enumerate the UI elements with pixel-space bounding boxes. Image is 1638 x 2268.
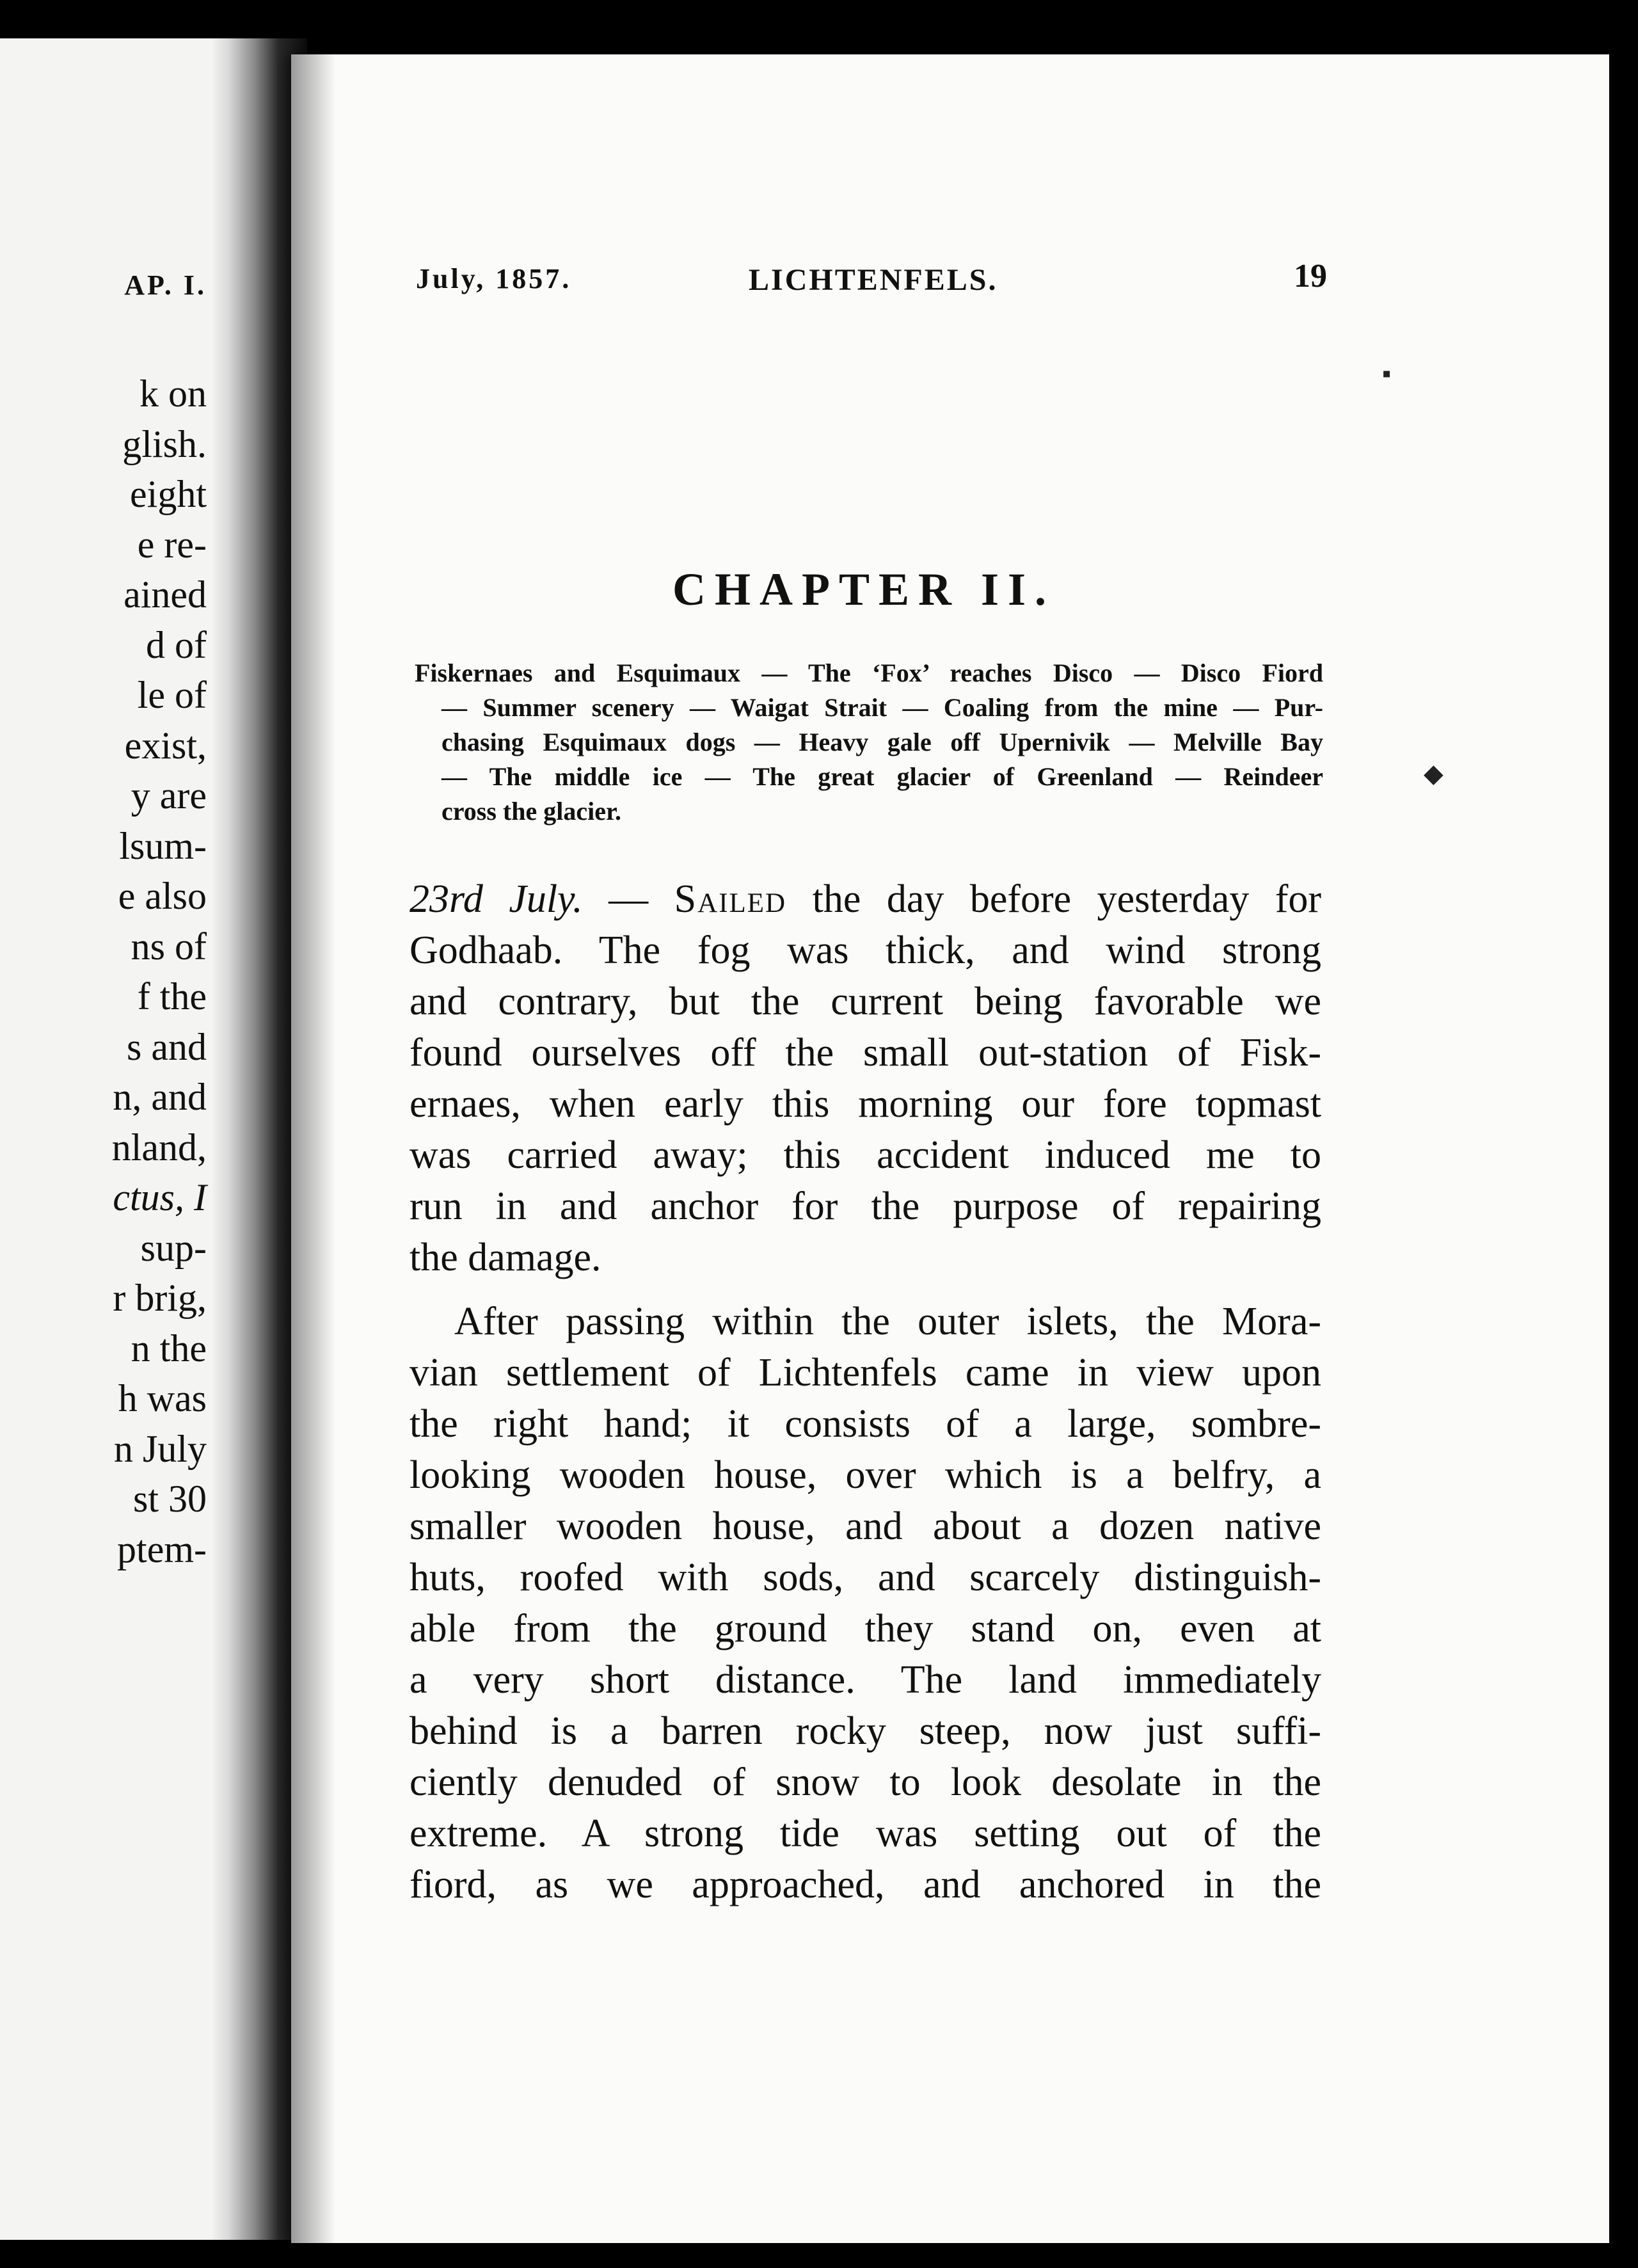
running-head-date: July, 1857. — [416, 263, 572, 294]
paragraph-line: a very short distance. The land immediately — [410, 1658, 1321, 1702]
synopsis-line: cross the glacier. — [441, 797, 622, 826]
paragraph-1 — [410, 874, 1321, 1283]
paragraph-line — [410, 874, 1321, 925]
previous-page-line: y are — [131, 774, 207, 817]
paragraph-line: ciently denuded of snow to look desolate in the — [410, 1761, 1321, 1804]
paragraph-line: fiord, as we approached, and anchored in the — [410, 1863, 1321, 1906]
previous-page-line: f the — [137, 975, 207, 1018]
previous-page — [0, 38, 234, 2240]
previous-page-line: le of — [137, 674, 207, 716]
previous-page-line: ctus, I — [113, 1176, 207, 1218]
line-rest: the day before yesterday for — [786, 877, 1322, 921]
sailed-word: Sailed — [674, 877, 787, 921]
paragraph-line: ernaes, when early this morning our fore topmast — [410, 1082, 1321, 1126]
previous-page-line: e also — [118, 875, 207, 917]
paragraph-line: found ourselves off the small out-station of Fisk- — [410, 1031, 1321, 1074]
paragraph-line: run in and anchor for the purpose of repairing — [410, 1185, 1321, 1228]
paragraph-line: the damage. — [410, 1236, 601, 1279]
page-curl-shadow — [291, 54, 336, 2243]
previous-page-line: glish. — [122, 422, 207, 465]
paragraph-line: After passing within the outer islets, the Mora- — [454, 1300, 1321, 1343]
previous-page-line: ained — [123, 573, 207, 616]
previous-page-line: n July — [113, 1427, 207, 1470]
dash: — — [582, 877, 674, 921]
paragraph-line: and contrary, but the current being favorable we — [410, 980, 1321, 1023]
paragraph-line: smaller wooden house, and about a dozen native — [410, 1505, 1321, 1548]
previous-page-line: k on — [139, 372, 207, 415]
paragraph-2 — [410, 1296, 1321, 1910]
running-head-title: LICHTENFELS. — [749, 263, 998, 297]
paragraph-line: vian settlement of Lichtenfels came in view upon — [410, 1351, 1321, 1394]
synopsis-line: — The middle ice — The great glacier of Greenland — Reindeer — [441, 762, 1323, 791]
entry-date: 23rd July. — [410, 877, 583, 921]
previous-page-text — [0, 38, 221, 2240]
previous-page-running-head: AP. I. — [124, 269, 207, 301]
previous-page-line: e re- — [137, 523, 207, 566]
previous-page-line: sup- — [140, 1226, 207, 1269]
paragraph-line: was carried away; this accident induced me to — [410, 1133, 1321, 1177]
previous-page-line: h was — [118, 1377, 207, 1419]
scan-speck: ▪ — [1382, 359, 1392, 388]
synopsis-line: — Summer scenery — Waigat Strait — Coaling from the mine — Pur- — [441, 693, 1323, 722]
paragraph-line: extreme. A strong tide was setting out of the — [410, 1812, 1321, 1855]
synopsis-line: Fiskernaes and Esquimaux — The ‘Fox’ reaches Disco — Disco Fiord — [415, 659, 1323, 687]
scan-speck: ◆ — [1424, 759, 1443, 788]
previous-page-line: ptem- — [117, 1528, 207, 1570]
synopsis-line: chasing Esquimaux dogs — Heavy gale off Upernivik — Melville Bay — [441, 728, 1323, 756]
paragraph-line: looking wooden house, over which is a belfry, a — [410, 1453, 1321, 1497]
previous-page-line: eight — [130, 473, 207, 515]
page-number: 19 — [1294, 258, 1327, 294]
previous-page-line: d of — [146, 623, 207, 666]
paragraph-line: the right hand; it consists of a large, sombre- — [410, 1402, 1321, 1446]
chapter-synopsis — [415, 656, 1323, 829]
previous-page-line: exist, — [124, 724, 207, 767]
previous-page-line: ns of — [131, 925, 207, 968]
previous-page-line: n, and — [113, 1076, 207, 1118]
previous-page-line: st 30 — [132, 1478, 207, 1520]
previous-page-line: lsum- — [119, 824, 207, 867]
paragraph-line: huts, roofed with sods, and scarcely distinguish- — [410, 1556, 1321, 1599]
previous-page-line: s and — [127, 1025, 207, 1068]
paragraph-line: behind is a barren rocky steep, now just suffi- — [410, 1709, 1321, 1753]
paragraph-line: able from the ground they stand on, even at — [410, 1607, 1321, 1650]
previous-page-line: r brig, — [113, 1277, 207, 1319]
chapter-title: CHAPTER II. — [672, 564, 1056, 615]
previous-page-line: nland, — [111, 1126, 207, 1169]
paragraph-line: Godhaab. The fog was thick, and wind strong — [410, 929, 1321, 972]
previous-page-line: n the — [131, 1327, 207, 1370]
